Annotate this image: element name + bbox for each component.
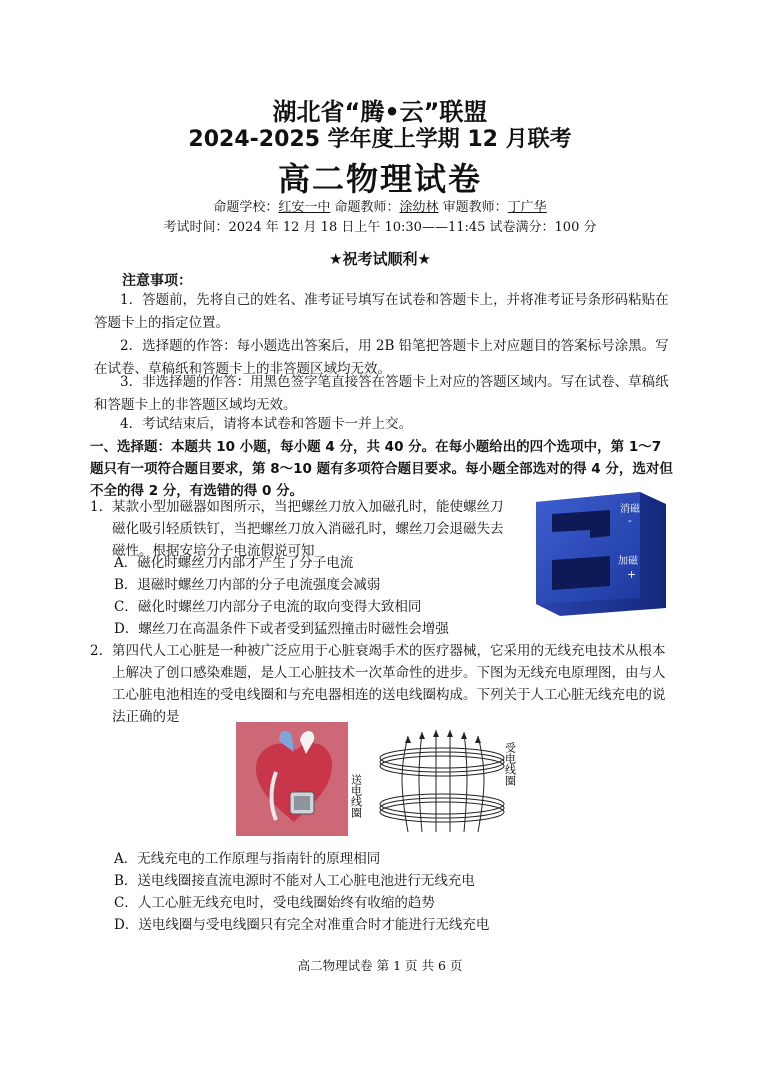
alliance-title: 湖北省“腾•云”联盟 xyxy=(272,98,488,126)
question-1-number: 1. xyxy=(90,499,103,515)
author-name: 涂幼林 xyxy=(399,200,439,215)
note-item-4: 4．考试结束后，请将本试卷和答题卡一并上交。 xyxy=(120,416,413,432)
school-name: 红安一中 xyxy=(278,200,331,215)
sending-coil xyxy=(380,794,504,822)
receiving-coil-label: 受电线圈 xyxy=(503,742,517,786)
authors-line: 命题学校：红安一中 命题教师：涂幼林 审题教师：丁广华 xyxy=(213,200,547,215)
q1-option-d: D．螺丝刀在高温条件下或者受到猛烈撞击时磁性会增强 xyxy=(114,621,449,637)
term-title: 2024-2025 学年度上学期 12 月联考 xyxy=(188,127,572,152)
blessing: ★祝考试顺利★ xyxy=(329,250,431,268)
magnetize-hole xyxy=(552,556,610,590)
question-1-stem: 某款小型加磁器如图所示，当把螺丝刀放入加磁孔时，能使螺丝刀磁化吸引轻质铁钉，当把螺丝刀放入消磁孔时，螺丝刀会退磁失去磁性。根据安培分子电流假说可知 xyxy=(112,499,504,559)
plus-sign: + xyxy=(627,568,637,581)
receiving-coil xyxy=(380,748,504,776)
magnetize-label: 加磁 xyxy=(618,556,638,567)
reviewer-name: 丁广华 xyxy=(507,200,547,215)
question-2-number: 2. xyxy=(90,643,103,659)
question-2-stem: 第四代人工心脏是一种被广泛应用于心脏衰竭手术的医疗器械，它采用的无线充电技术从根本上解决了创口感染难题，是人工心脏技术一次革命性的进步。下图为无线充电原理图，由与人工心脏电池相连的受电线圈和与充电器相连的送电线圈构成。下列关于人工心脏无线充电的说法正确的是 xyxy=(112,643,666,725)
q2-option-c: C．人工心脏无线充电时，受电线圈始终有收缩的趋势 xyxy=(114,895,435,911)
q2-option-b: B．送电线圈接直流电源时不能对人工心脏电池进行无线充电 xyxy=(114,873,475,889)
q2-option-d: D．送电线圈与受电线圈只有完全对准重合时才能进行无线充电 xyxy=(114,917,490,933)
artificial-heart-image xyxy=(236,722,348,836)
demagnetize-label: 消磁 xyxy=(620,504,640,515)
note-item-1: 1．答题前，先将自己的姓名、准考证号填写在试卷和答题卡上，并将准考证号条形码粘贴在答题卡上的指定位置。 xyxy=(94,292,669,331)
field-arrows xyxy=(405,730,481,743)
note-item-2: 2．选择题的作答：每小题选出答案后，用 2B 铅笔把答题卡上对应题目的答案标号涂黑。写在试卷、草稿纸和答题卡上的非答题区域均无效。 xyxy=(94,338,669,377)
notes-heading: 注意事项： xyxy=(122,273,192,289)
page-footer: 高二物理试卷 第 1 页 共 6 页 xyxy=(297,958,463,973)
note-item-3: 3．非选择题的作答：用黑色签字笔直接答在答题卡上对应的答题区域内。写在试卷、草稿纸和答题卡上的非答题区域均无效。 xyxy=(94,374,669,413)
q1-option-c: C．磁化时螺丝刀内部分子电流的取向变得大致相同 xyxy=(114,599,422,615)
wireless-coil-diagram xyxy=(350,728,530,838)
paper-title: 高二物理试卷 xyxy=(277,160,482,198)
minus-sign: - xyxy=(628,514,632,527)
q1-option-b: B．退磁时螺丝刀内部的分子电流强度会减弱 xyxy=(114,577,381,593)
question-2 xyxy=(90,640,678,728)
q1-option-a: A．磁化时螺丝刀内部才产生了分子电流 xyxy=(114,555,354,571)
sending-coil-label: 送电线圈 xyxy=(350,774,363,818)
q2-option-a: A．无线充电的工作原理与指南针的原理相同 xyxy=(114,851,381,867)
exam-time-line: 考试时间：2024 年 12 月 18 日上午 10:30——11:45 试卷满分：100 分 xyxy=(163,220,597,235)
magnetizer-figure xyxy=(530,488,672,618)
section-1-instructions: 一、选择题：本题共 10 小题，每小题 4 分，共 40 分。在每小题给出的四个选项中，第 1～7 题只有一项符合题目要求，第 8～10 题有多项符合题目要求。每小题全部选对的得 4 分，选对但不全的得 2 分，有选错的得 0 分。 xyxy=(90,439,673,499)
